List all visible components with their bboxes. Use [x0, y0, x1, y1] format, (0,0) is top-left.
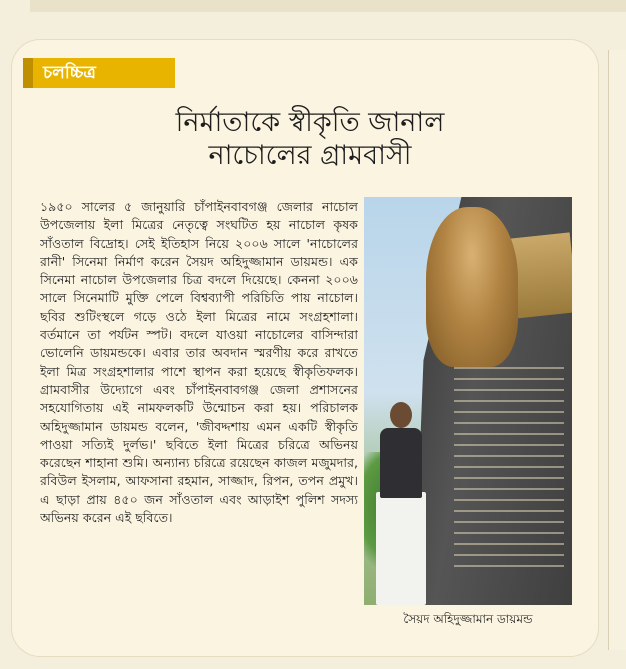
- person-figure: [372, 402, 428, 605]
- article-photo: [364, 197, 572, 605]
- article-body: ১৯৫০ সালের ৫ জানুয়ারি চাঁপাইনবাবগঞ্জ জেলার নাচোল উপজেলায় ইলা মিত্রের নেতৃত্বে সংঘটিত হয় নাচোল কৃষক সাঁওতাল বিদ্রোহ। সেই ইতিহাস নিয়ে ২০০৬ সালে 'নাচোলের রানী' সিনেমা নির্মাণ করেন সৈয়দ অহিদুজ্জামান ডায়মন্ড। এক সিনেমা নাচোল উপজেলার চিত্র বদলে দিয়েছে। কেননা ২০০৬ সালে সিনেমাটি মুক্তি পেলে বিশ্বব্যাপী পরিচিতি পায় নাচোল। ছবির শুটিংস্থলে গড়ে ওঠে ইলা মিত্রের নামে সংগ্রহশালা। বর্তমানে তা পর্যটন স্পট। বদলে যাওয়া নাচোলের বাসিন্দারা ভোলেনি ডায়মন্ডকে। এবার তার অবদান স্মরণীয় করে রাখতে ইলা মিত্র সংগ্রহশালার পাশে স্থাপন করা হয়েছে স্বীকৃতিফলক। গ্রামবাসীর উদ্যোগে এবং চাঁপাইনবাবগঞ্জ জেলা প্রশাসনের সহযোগিতায় এই নামফলকটি উন্মোচন করা হয়। পরিচালক অহিদুজ্জামান ডায়মন্ড বলেন, 'জীবদ্দশায় এমন একটি স্বীকৃতি পাওয়া সত্যিই দুর্লভ।' ছবিতে ইলা মিত্রের চরিত্রে অভিনয় করেছেন শাহানা শুমি। অন্যান্য চরিত্রে রয়েছেন কাজল মজুমদার, রবিউল ইসলাম, আফসানা রহমান, সাজ্জাদ, রিপন, তপন প্রমুখ। এ ছাড়া প্রায় ৪৫০ জন সাঁওতাল এবং আড়াইশ পুলিশ সদস্য অভিনয় করেন এই ছবিতে।: [40, 199, 358, 526]
- previous-article-strip: [30, 0, 626, 12]
- person-kurta: [376, 492, 426, 605]
- headline: [120, 106, 500, 172]
- section-label: চলচ্চিত্র: [43, 63, 96, 83]
- section-tab-accent: [23, 58, 33, 88]
- person-vest: [380, 428, 422, 498]
- plaque-inscription: [454, 367, 564, 567]
- photo-caption: সৈয়দ অহিদুজ্জামান ডায়মন্ড: [403, 612, 533, 626]
- headline-line-2: নাচোলের গ্রামবাসী: [208, 140, 412, 171]
- bronze-bust: [426, 207, 518, 367]
- next-page-edge: [608, 50, 626, 650]
- section-tab: [23, 58, 175, 88]
- person-head: [390, 402, 412, 428]
- headline-line-1: নির্মাতাকে স্বীকৃতি জানাল: [175, 107, 445, 138]
